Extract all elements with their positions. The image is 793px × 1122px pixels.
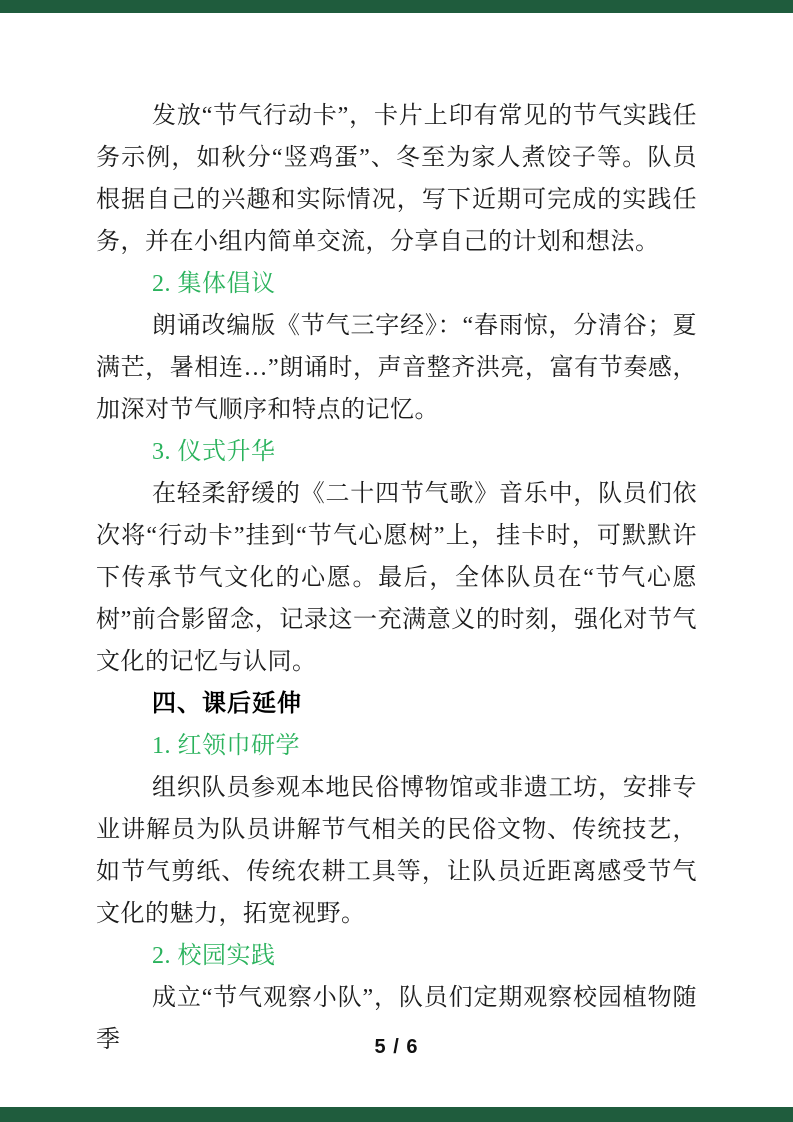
- body-paragraph: 组织队员参观本地民俗博物馆或非遗工坊，安排专业讲解员为队员讲解节气相关的民俗文物、传统技艺，如节气剪纸、传统农耕工具等，让队员近距离感受节气文化的魅力，拓宽视野。: [96, 775, 697, 927]
- page-number: 5 / 6: [374, 1036, 419, 1058]
- green-subheading: 2. 集体倡议: [152, 271, 276, 297]
- document-body: [96, 95, 697, 1061]
- top-border-bar: [0, 0, 793, 13]
- body-paragraph: 成立“节气观察小队”，队员们定期观察校园植物随季: [96, 985, 697, 1053]
- bottom-border-bar: [0, 1107, 793, 1122]
- green-subheading: 1. 红领巾研学: [152, 733, 300, 759]
- green-subheading: 3. 仪式升华: [152, 439, 276, 465]
- body-paragraph: 在轻柔舒缓的《二十四节气歌》音乐中，队员们依次将“行动卡”挂到“节气心愿树”上，挂卡时，可默默许下传承节气文化的心愿。最后，全体队员在“节气心愿树”前合影留念，记录这一充满意义的时刻，强化对节气文化的记忆与认同。: [96, 481, 697, 675]
- section-heading: 四、课后延伸: [152, 690, 302, 717]
- body-paragraph: 朗诵改编版《节气三字经》：“春雨惊，分清谷；夏满芒，暑相连…”朗诵时，声音整齐洪亮，富有节奏感，加深对节气顺序和特点的记忆。: [96, 313, 697, 423]
- body-paragraph: 发放“节气行动卡”，卡片上印有常见的节气实践任务示例，如秋分“竖鸡蛋”、冬至为家人煮饺子等。队员根据自己的兴趣和实际情况，写下近期可完成的实践任务，并在小组内简单交流，分享自己的计划和想法。: [96, 103, 697, 255]
- green-subheading: 2. 校园实践: [152, 943, 276, 969]
